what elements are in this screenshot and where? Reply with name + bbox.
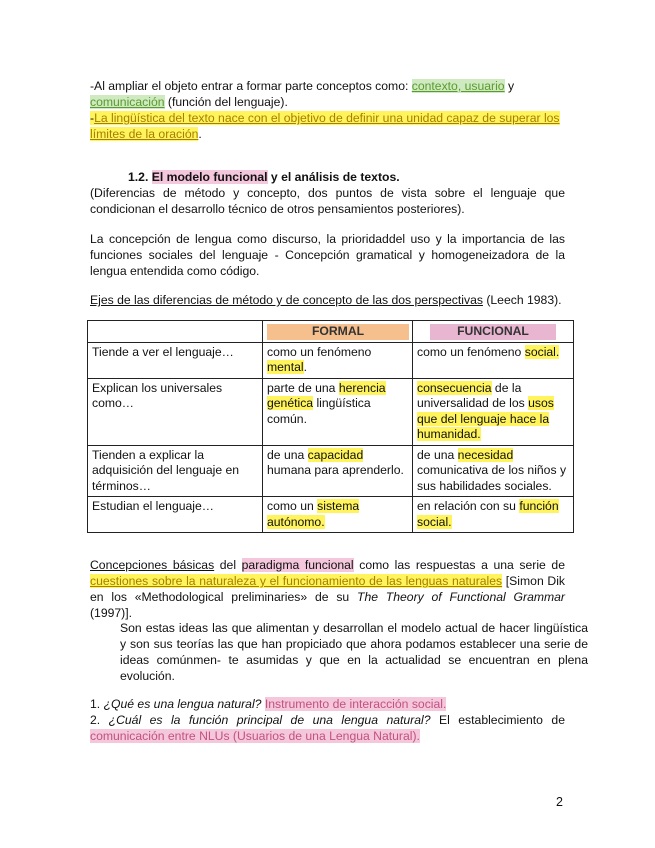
highlight-contexto: contexto, usuario [411,79,505,93]
text: como un fenómeno [267,344,372,359]
cell-funcional [413,445,574,497]
section-heading [128,169,603,185]
row-label: Tiende a ver el lenguaje… [88,342,263,378]
table-row [88,497,574,533]
text: del [214,558,242,572]
paragraph-conception: La concepción de lengua como discurso, la prioridaddel uso y la importancia de las funciones sociales del lenguaje - Concepción gramatical y homogeneizadora de la lengua entendida como código. [90,232,565,278]
row-label: Explican los universales como… [88,378,263,445]
text: . [303,360,307,374]
formal-label: FORMAL [267,324,409,340]
question-text: ¿Qué es una lengua natural? [103,697,262,711]
text: de la universalidad de los [417,380,529,410]
question-1 [90,696,565,712]
cell-formal [263,497,413,533]
highlight: consecuencia [417,380,492,395]
text: . [198,127,202,141]
text: y [504,79,515,93]
cell-formal [263,378,413,445]
highlight: capacidad [307,447,364,462]
highlight: social. [524,344,560,359]
text: de una [267,447,308,462]
text: parte de una [267,380,339,395]
highlight-paradigma: paradigma funcional [241,558,354,572]
highlight: necesidad [457,447,514,462]
text-underlined: Concepciones básicas [90,558,215,572]
page-number: 2 [556,795,563,809]
text: en relación con su [417,499,520,513]
text: lingüística común. [267,396,371,426]
funcional-label: FUNCIONAL [430,324,556,340]
row-label: Tienden a explicar la adquisición del lenguaje en términos… [88,445,263,497]
highlight: herencia genética [267,380,386,410]
header-formal [263,321,413,343]
highlight-comunicacion: comunicación [90,95,165,109]
comparison-table [87,320,574,533]
table-caption [90,292,565,308]
cell-funcional [413,342,574,378]
highlight-answer: Instrumento de interacción social. [264,697,447,711]
table-row [88,342,574,378]
heading-number: 1.2. [128,170,152,184]
highlight: sistema autónomo. [267,499,360,529]
highlight-linguistica-texto: La lingüística del texto nace con el objetivo de definir una unidad capaz de superar los límites de la oración [90,111,560,141]
cell-funcional [413,497,574,533]
text: 2. [90,713,109,727]
paragraph-ideas: Son estas ideas las que alimentan y desarrollan el modelo actual de hacer lingüística y son sus teorías las que han propiciado que ahora podamos establecer una serie de ideas comúnmen- te asumidas y que en la actualidad se encuentran en plena evolución. [120,621,588,683]
cell-formal [263,342,413,378]
paragraph-concepciones [90,557,565,621]
highlight: mental [267,360,304,374]
row-label: Estudian el lenguaje… [88,497,263,533]
cell-funcional [413,378,574,445]
highlight-modelo-funcional: El modelo funcional [151,170,268,184]
text: - [90,111,95,125]
highlight-answer: comunicación entre NLUs (Usuarios de una Lengua Natural). [90,729,420,743]
text: de una [417,447,458,462]
table-row [88,445,574,497]
question-text: ¿Cuál es la función principal de una lengua natural? [108,713,431,727]
table-row [88,378,574,445]
highlight: usos que del lenguaje hace la humanidad. [417,396,554,441]
caption-underlined: Ejes de las diferencias de método y de concepto de las dos perspectivas [90,293,483,307]
text: [Simon Dik en los «Methodological preliminaries» de su [90,574,565,604]
cell-formal [263,445,413,497]
text: como un fenómeno [417,344,525,359]
highlight-cuestiones: cuestiones sobre la naturaleza y el funcionamiento de las lenguas naturales [90,574,503,588]
intro-paragraph [90,78,565,142]
text: como un [267,499,318,513]
paragraph-differences: (Diferencias de método y concepto, dos puntos de vista sobre el lenguaje que condicionan el desarrollo técnico de otros pensamientos posteriores). [90,186,565,216]
text: El establecimiento de [430,713,565,727]
question-2 [90,712,565,744]
highlight: función social. [417,499,559,529]
header-funcional [413,321,574,343]
text: (función del lenguaje). [164,95,288,109]
text: (1997)]. [90,606,133,620]
text: humana para aprenderlo. [267,463,404,477]
table-header-row [88,321,574,343]
heading-text: y el análisis de textos. [267,170,400,184]
text: comunicativa de los niños y sus habilidades sociales. [417,463,567,493]
caption-rest: (Leech 1983). [482,293,562,307]
header-empty [88,321,263,343]
book-title: The Theory of Functional Grammar [357,590,565,604]
text: 1. [90,697,104,711]
text: como las respuestas a una serie de [353,558,565,572]
text: -Al ampliar el objeto entrar a formar parte conceptos como: [90,79,412,93]
